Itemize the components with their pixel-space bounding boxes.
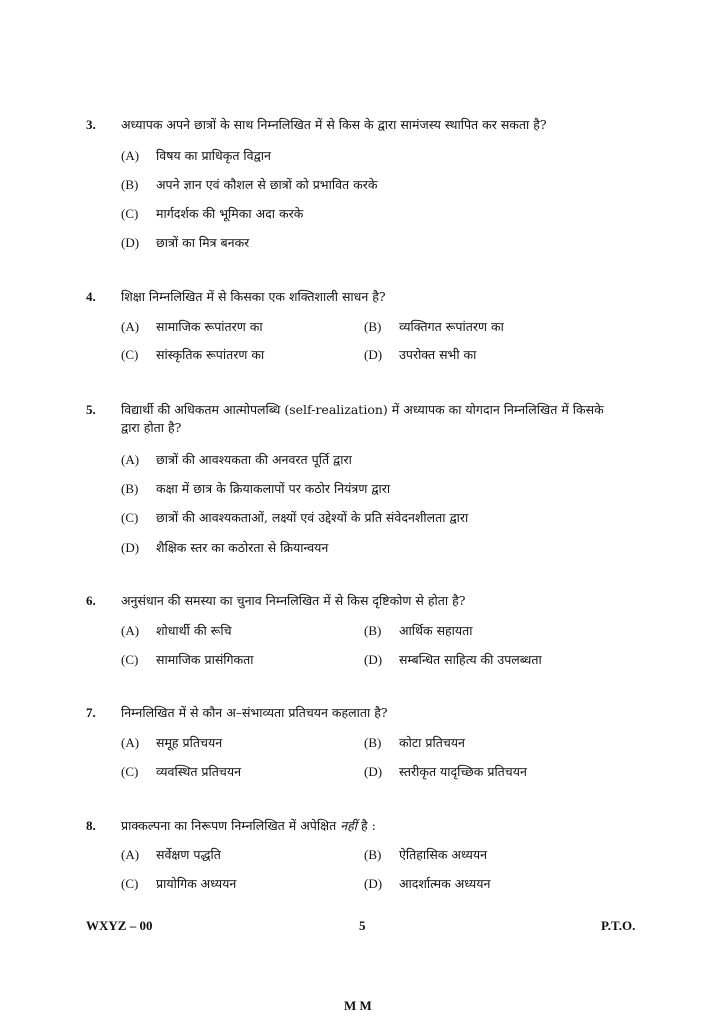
option-c: (C) व्यवस्थित प्रतिचयन — [121, 764, 242, 779]
question-text: अध्यापक अपने छात्रों के साथ निम्नलिखित में से किस के द्वारा सामंजस्य स्थापित कर सकता है? — [121, 117, 547, 132]
question-4 — [86, 288, 656, 306]
option-b: (B) कक्षा में छात्र के क्रियाकलापों पर कठोर नियंत्रण द्वारा — [121, 481, 391, 496]
paper-code: WXYZ – 00 — [86, 918, 153, 933]
question-text: निम्नलिखित में से कौन अ–संभाव्यता प्रतिचयन कहलाता है? — [121, 705, 388, 720]
option-c: (C) सामाजिक प्रासंगिकता — [121, 652, 254, 667]
question-number: 4. — [86, 289, 96, 304]
bottom-mark: M M — [344, 998, 372, 1012]
option-c: (C) छात्रों की आवश्यकताओं, लक्ष्यों एवं उद्देश्यों के प्रति संवेदनशीलता द्वारा — [121, 510, 469, 525]
question-7 — [86, 704, 656, 722]
option-d: (D) छात्रों का मित्र बनकर — [121, 235, 250, 250]
option-a: (A) छात्रों की आवश्यकता की अनवरत पूर्ति द्वारा — [121, 452, 352, 467]
emphasis-text: नहीं — [340, 818, 358, 833]
option-c: (C) सांस्कृतिक रूपांतरण का — [121, 347, 265, 362]
question-text-line-2: द्वारा होता है? — [121, 420, 182, 435]
option-c: (C) प्रायोगिक अध्ययन — [121, 876, 237, 891]
page-number: 5 — [359, 918, 366, 933]
option-b: (B) व्यक्तिगत रूपांतरण का — [364, 319, 504, 334]
question-number: 6. — [86, 593, 96, 608]
question-number: 8. — [86, 818, 96, 833]
option-d: (D) स्तरीकृत यादृच्छिक प्रतिचयन — [364, 764, 527, 779]
pto-label: P.T.O. — [601, 918, 636, 933]
option-d: (D) आदर्शात्मक अध्ययन — [364, 876, 491, 891]
question-text: प्राक्कल्पना का निरूपण निम्नलिखित में अपेक्षित नहीं है : — [121, 818, 376, 833]
option-d: (D) उपरोक्त सभी का — [364, 347, 477, 362]
question-number: 5. — [86, 402, 96, 417]
option-b: (B) आर्थिक सहायता — [364, 623, 473, 638]
option-a: (A) शोधार्थी की रूचि — [121, 623, 232, 638]
option-a: (A) समूह प्रतिचयन — [121, 735, 223, 750]
question-text: अनुसंधान की समस्या का चुनाव निम्नलिखित में से किस दृष्टिकोण से होता है? — [121, 593, 466, 608]
option-d: (D) शैक्षिक स्तर का कठोरता से क्रियान्वयन — [121, 540, 329, 555]
option-a: (A) सामाजिक रूपांतरण का — [121, 319, 263, 334]
option-a: (A) सर्वेक्षण पद्धति — [121, 847, 221, 862]
question-5 — [86, 401, 656, 437]
question-6 — [86, 592, 656, 610]
option-b: (B) अपने ज्ञान एवं कौशल से छात्रों को प्रभावित करके — [121, 177, 378, 192]
option-b: (B) कोटा प्रतिचयन — [364, 735, 465, 750]
question-text-line-1: विद्यार्थी की अधिकतम आत्मोपलब्धि (self-realization) में अध्यापक का योगदान निम्नलिखित में किसके — [121, 402, 604, 417]
question-text: शिक्षा निम्नलिखित में से किसका एक शक्तिशाली साधन है? — [121, 289, 386, 304]
option-c: (C) मार्गदर्शक की भूमिका अदा करके — [121, 206, 304, 221]
option-a: (A) विषय का प्राधिकृत विद्वान — [121, 148, 271, 163]
question-3 — [86, 116, 656, 134]
option-d: (D) सम्बन्धित साहित्य की उपलब्धता — [364, 652, 542, 667]
option-b: (B) ऐतिहासिक अध्ययन — [364, 847, 488, 862]
question-number: 3. — [86, 117, 96, 132]
question-number: 7. — [86, 705, 96, 720]
question-8 — [86, 817, 656, 835]
